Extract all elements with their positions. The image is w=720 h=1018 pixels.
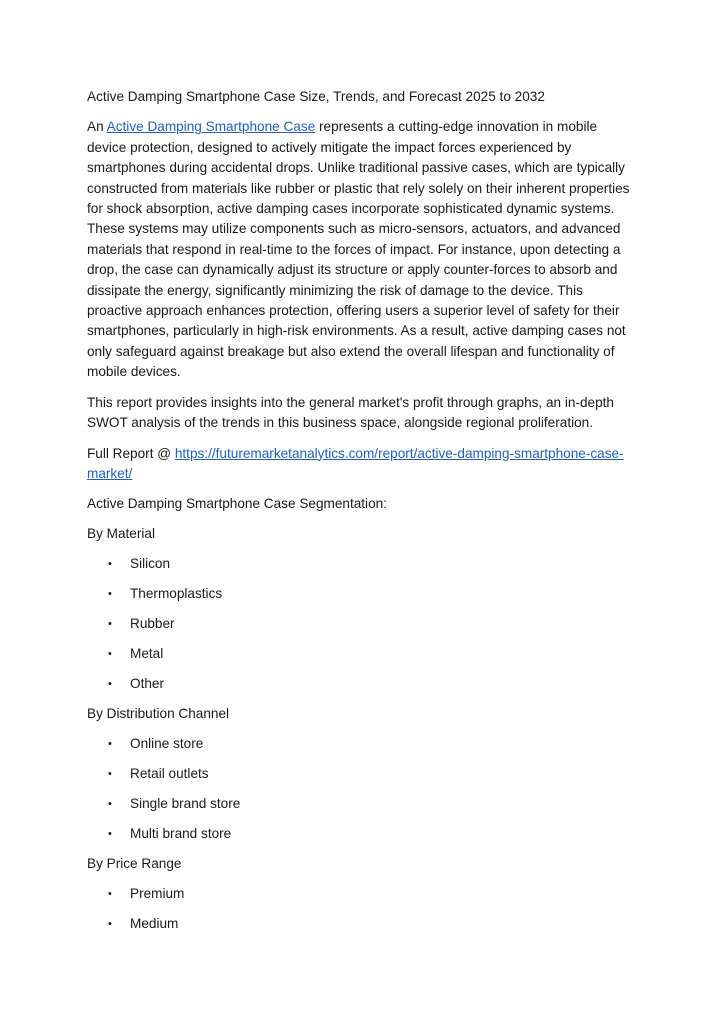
list-item [87,614,635,634]
segmentation-groups [87,524,635,934]
list-item-label: Online store [130,736,204,752]
bullet-icon: • [108,768,112,781]
bullet-icon: • [108,888,112,901]
list-item [87,734,635,754]
list-item-label: Thermoplastics [130,586,223,602]
intro-text: represents a cutting-edge innovation in mobile device protection, designed to actively mitigate the impact forces experienced by smartphones during accidental drops. Unlike traditional passive cases, which are typically constructed from materials like rubber or plastic that rely solely on their inherent properties for shock absorption, active damping cases incorporate sophisticated dynamic systems. These systems may utilize components such as micro-sensors, actuators, and advanced materials that respond in real-time to the forces of impact. For instance, upon detecting a drop, the case can dynamically adjust its structure or apply counter-forces to absorb and dissipate the energy, significantly minimizing the risk of damage to the device. This proactive approach enhances protection, offering users a superior level of safety for their smartphones, particularly in high-risk environments. As a result, active damping cases not only safeguard against breakage but also extend the overall lifespan and functionality of mobile devices. [87,119,630,380]
bullet-icon: • [108,618,112,631]
group-heading: By Distribution Channel [87,706,230,722]
document-page [87,87,635,944]
intro-prefix: An [87,119,107,135]
list-item-label: Single brand store [130,796,241,812]
full-report-link[interactable]: https://futuremarketanalytics.com/report/active-damping-smartphone-case-market/ [87,445,624,481]
bullet-icon: • [108,798,112,811]
list-item [87,764,635,784]
bullet-list [87,884,635,934]
list-item-label: Retail outlets [130,766,209,782]
list-item-label: Premium [130,886,185,902]
bullet-list [87,734,635,844]
list-item [87,914,635,934]
list-item-label: Rubber [130,616,175,632]
document-title: Active Damping Smartphone Case Size, Trends, and Forecast 2025 to 2032 [87,89,545,104]
bullet-icon: • [108,828,112,841]
full-report-label: Full Report @ [87,445,175,461]
list-item-label: Silicon [130,556,171,572]
list-item-label: Metal [130,646,164,662]
list-item-label: Medium [130,916,179,932]
list-item [87,824,635,844]
list-item [87,674,635,694]
bullet-icon: • [108,588,112,601]
bullet-icon: • [108,918,112,931]
report-paragraph: This report provides insights into the general market's profit through graphs, an in-depth SWOT analysis of the trends in this business space, alongside regional proliferation. [87,394,614,431]
list-item [87,794,635,814]
group-heading: By Material [87,526,155,542]
bullet-icon: • [108,678,112,691]
bullet-list [87,554,635,694]
list-item [87,644,635,664]
bullet-icon: • [108,648,112,661]
list-item-label: Other [130,676,164,692]
product-link[interactable]: Active Damping Smartphone Case [106,119,316,135]
group-heading: By Price Range [87,856,182,872]
list-item [87,884,635,904]
intro-paragraph [87,117,635,382]
bullet-icon: • [108,558,112,571]
list-item-label: Multi brand store [130,826,232,842]
list-item [87,554,635,574]
bullet-icon: • [108,738,112,751]
segmentation-heading: Active Damping Smartphone Case Segmentation: [87,496,387,512]
full-report-line [87,444,635,485]
list-item [87,584,635,604]
